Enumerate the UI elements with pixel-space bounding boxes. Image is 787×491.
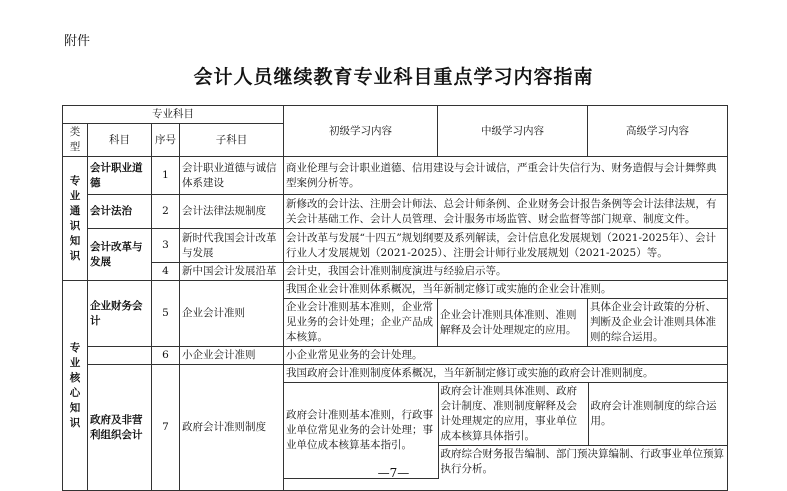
subitem-cell: 会计法律法规制度 — [180, 195, 284, 229]
seq-cell: 3 — [152, 229, 180, 263]
header-basic: 初级学习内容 — [284, 106, 438, 157]
content-cell: 商业伦理与会计职业道德、信用建设与会计诚信，严重会计失信行为、财务造假与会计舞弊典型案例分析等。 — [284, 157, 728, 195]
content-cell-advanced: 具体企业会计政策的分析、判断及企业会计准则具体准则的综合运用。 — [588, 299, 728, 347]
content-cell-basic: 企业会计准则基本准则，企业常见业务的会计处理；企业产品成本核算。 — [284, 299, 438, 347]
table-row — [63, 281, 728, 299]
seq-cell: 6 — [152, 347, 180, 365]
subject-cell: 会计职业道德 — [88, 157, 152, 195]
subitem-cell: 新中国会计发展沿革 — [180, 263, 284, 281]
subject-cell-empty — [88, 347, 152, 365]
content-cell-advanced: 政府会计准则制度的综合运用。 — [588, 383, 728, 446]
seq-cell: 4 — [152, 263, 180, 281]
subitem-cell: 会计职业道德与诚信体系建设 — [180, 157, 284, 195]
government-inner-table — [284, 365, 728, 479]
subitem-cell: 企业会计准则 — [180, 281, 284, 347]
table-row — [284, 365, 728, 383]
seq-cell: 2 — [152, 195, 180, 229]
content-cell-common: 我国政府会计准则制度体系概况，当年新制定修订或实施的政府会计准则制度。 — [284, 365, 728, 383]
seq-cell: 5 — [152, 281, 180, 347]
content-cell-intermediate-advanced: 政府综合财务报告编制、部门预决算编制、行政事业单位预算执行分析。 — [438, 446, 728, 479]
type-cell-core: 专业核心知识 — [63, 281, 88, 491]
subject-cell: 企业财务会计 — [88, 281, 152, 347]
seq-cell: 7 — [152, 365, 180, 491]
header-type: 类型 — [63, 124, 88, 157]
header-subject: 科目 — [88, 124, 152, 157]
table-row — [63, 263, 728, 281]
subject-cell: 政府及非营利组织会计 — [88, 365, 152, 491]
content-cell: 小企业常见业务的会计处理。 — [284, 347, 728, 365]
content-cell-basic: 政府会计准则基本准则，行政事业单位常见业务的会计处理；事业单位成本核算基本指引。 — [284, 383, 438, 479]
header-subitem: 子科目 — [180, 124, 284, 157]
header-row-1 — [63, 106, 728, 124]
header-advanced: 高级学习内容 — [588, 106, 728, 157]
seq-cell: 1 — [152, 157, 180, 195]
content-cell: 新修改的会计法、注册会计师法、总会计师条例、企业财务会计报告条例等会计法律法规，有关会计基础工作、会计人员管理、会计服务市场监管、财会监督等部门规章、制度文件。 — [284, 195, 728, 229]
subitem-cell: 政府会计准则制度 — [180, 365, 284, 491]
page-title: 会计人员继续教育专业科目重点学习内容指南 — [193, 66, 594, 88]
table-row — [63, 195, 728, 229]
table-row — [284, 383, 728, 446]
subitem-cell: 小企业会计准则 — [180, 347, 284, 365]
table-row — [63, 229, 728, 263]
subject-cell: 会计改革与发展 — [88, 229, 152, 281]
header-intermediate: 中级学习内容 — [438, 106, 588, 157]
content-cell-intermediate: 企业会计准则具体准则、准则解释及会计处理规定的应用。 — [438, 299, 588, 347]
table-row — [63, 347, 728, 365]
content-cell-intermediate: 政府会计准则具体准则、政府会计制度、准则制度解释及会计处理规定的应用，事业单位成本核算具体指引。 — [438, 383, 588, 446]
content-cell-common: 我国企业会计准则体系概况，当年新制定修订或实施的企业会计准则。 — [284, 281, 728, 299]
header-seq: 序号 — [152, 124, 180, 157]
table-row — [63, 157, 728, 195]
content-cell: 会计改革与发展“十四五”规划纲要及系列解读，会计信息化发展规划（2021-2025年）、会计行业人才发展规划（2021-2025）、注册会计师行业发展规划（2021-2025）等。 — [284, 229, 728, 263]
subject-cell: 会计法治 — [88, 195, 152, 229]
type-cell-general: 专业通识知识 — [63, 157, 88, 281]
header-subject-group: 专业科目 — [63, 106, 284, 124]
attachment-label: 附件 — [64, 34, 91, 49]
page-number: —7— — [377, 466, 410, 480]
content-cell: 会计史，我国会计准则制度演进与经验启示等。 — [284, 263, 728, 281]
content-guide-table — [62, 105, 728, 491]
subitem-cell: 新时代我国会计改革与发展 — [180, 229, 284, 263]
